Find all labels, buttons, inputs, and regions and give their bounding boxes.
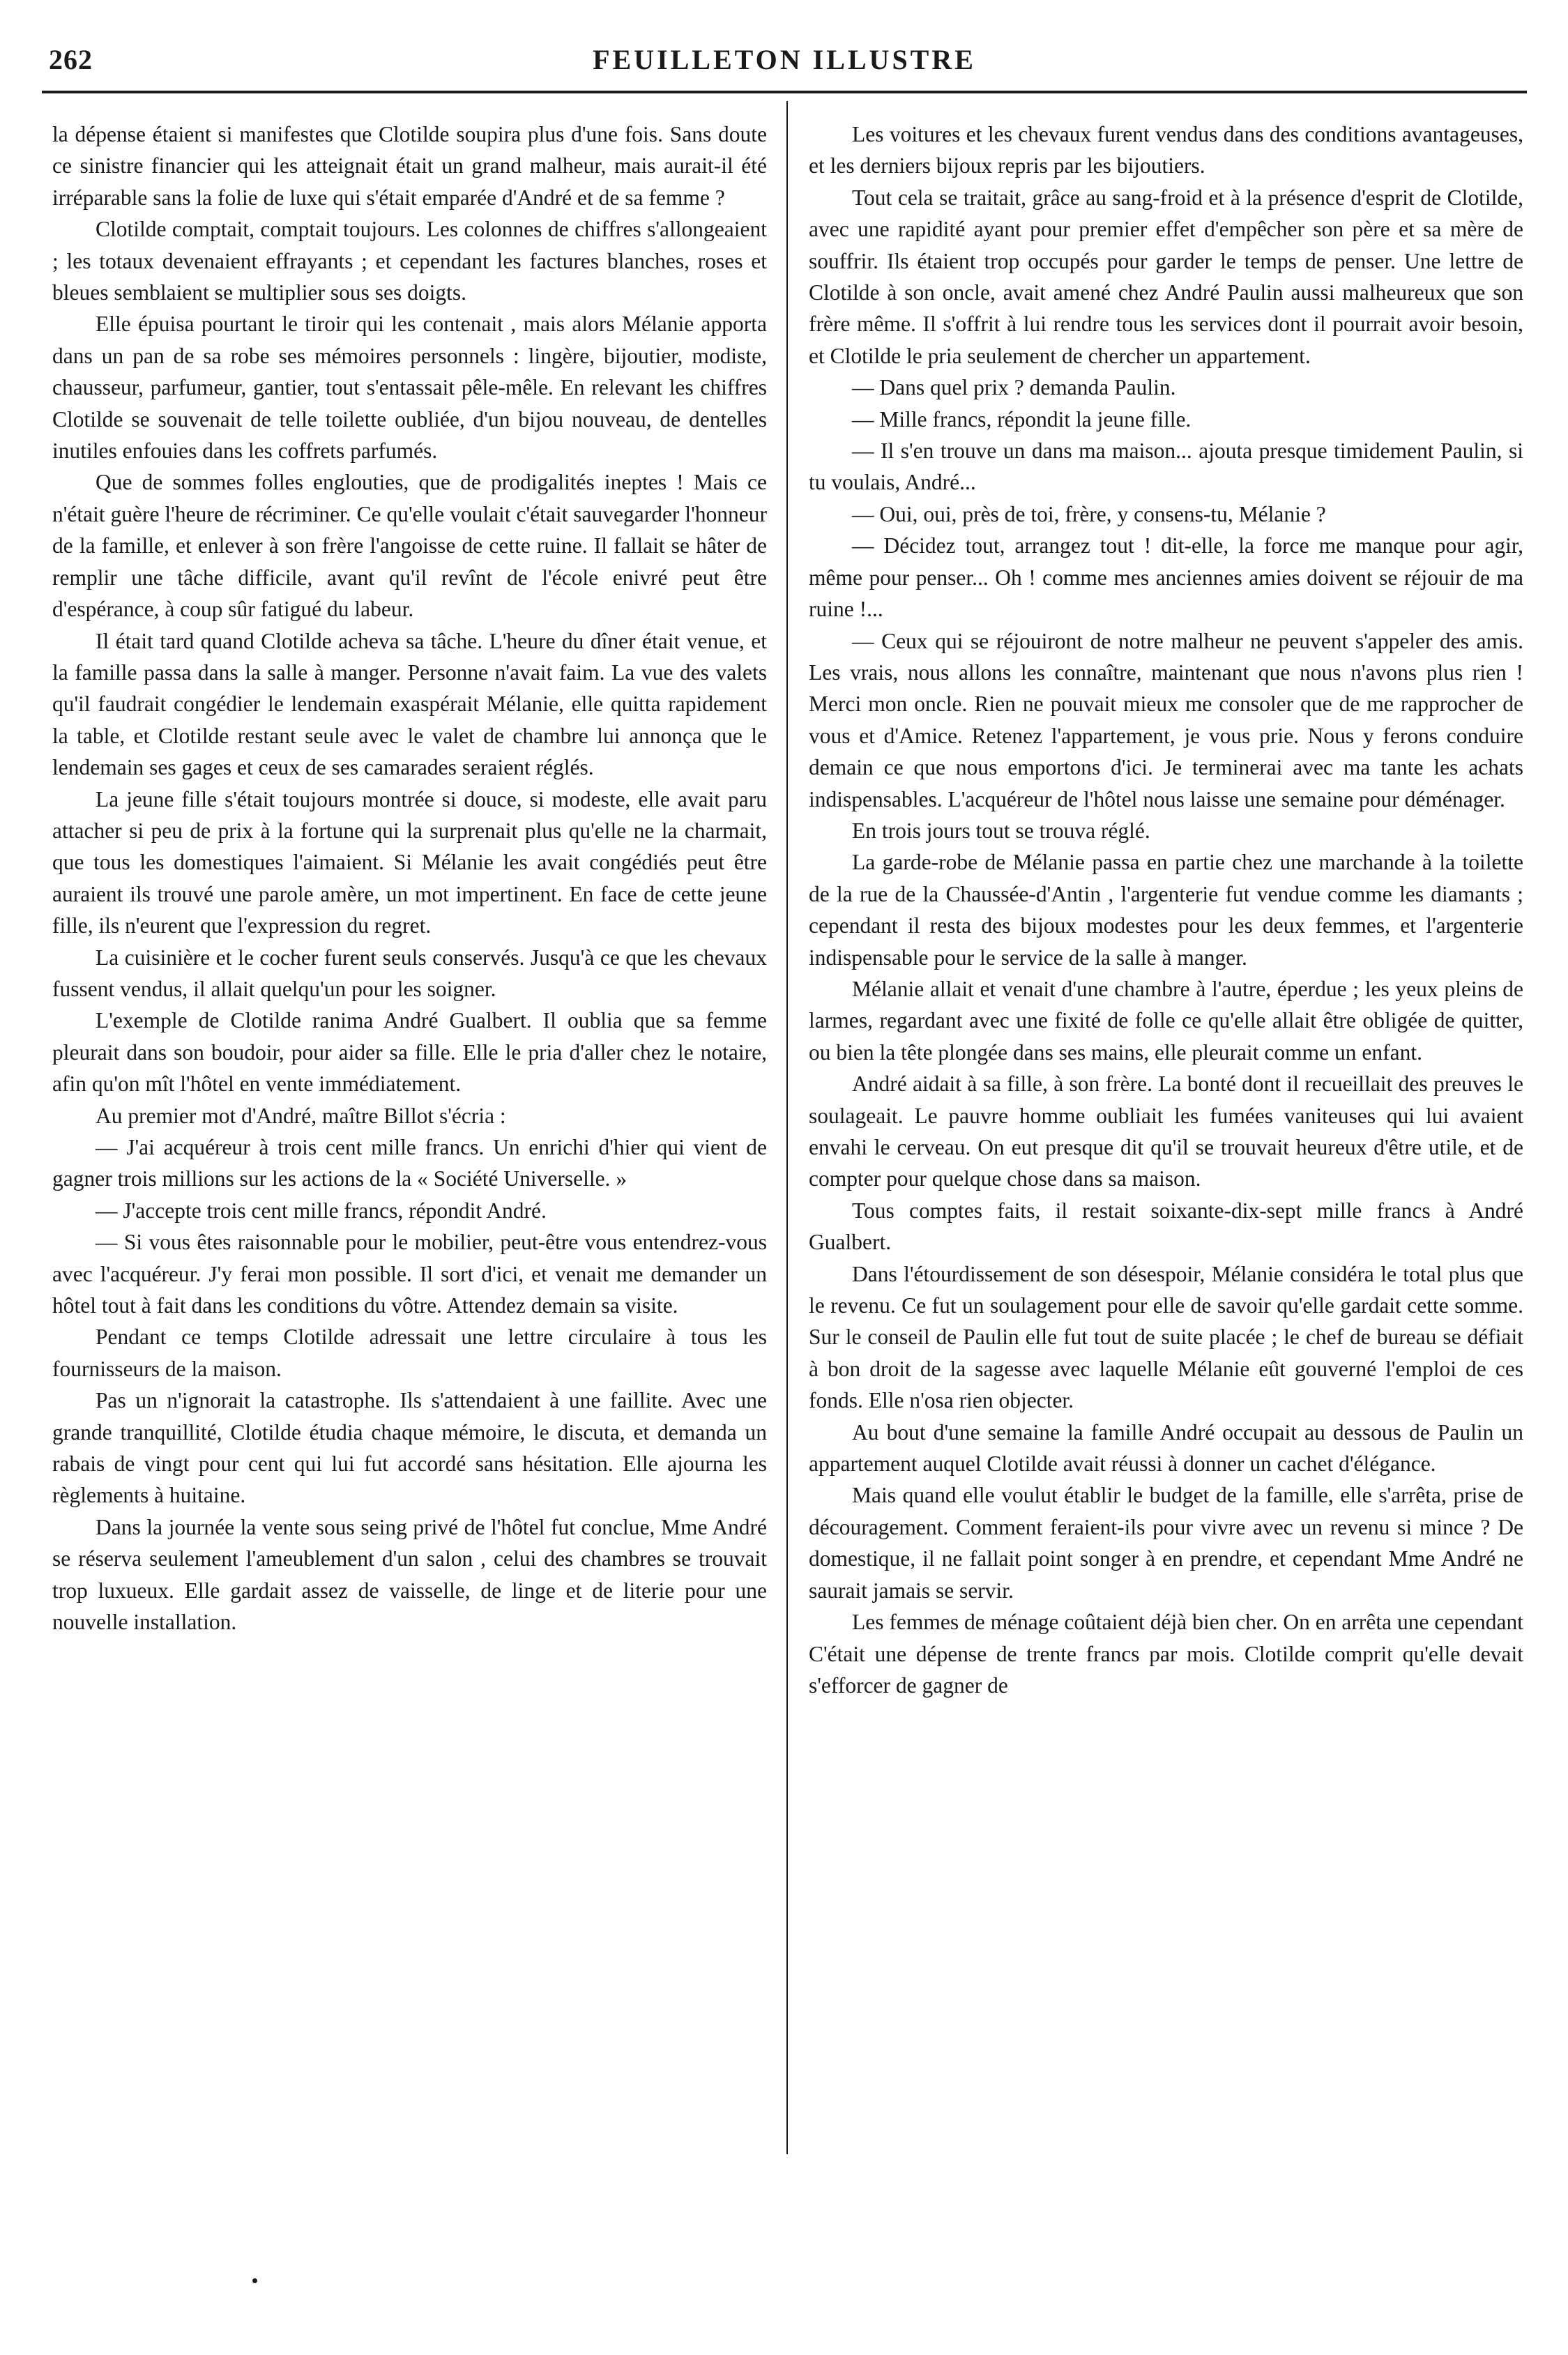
paragraph: — Il s'en trouve un dans ma maison... ajouta presque timidement Paulin, si tu voulais, André... <box>809 439 1523 495</box>
paragraph: — Si vous êtes raisonnable pour le mobilier, peut-être vous entendrez-vous avec l'acquéreur. J'y ferai mon possible. Il sort d'ici, et venait me demander un hôtel tout à fait dans les conditions du vôtre. Attendez demain sa visite. <box>52 1230 767 1318</box>
page-header <box>42 33 1527 82</box>
page-number: 262 <box>49 44 93 75</box>
column-divider <box>786 101 788 2154</box>
paragraph: Mélanie allait et venait d'une chambre à l'autre, éperdue ; les yeux pleins de larmes, regardant avec une fixité de folle ce qu'elle allait être obligée de quitter, ou bien la tête plongée dans ses mains, elle pleurait comme un enfant. <box>809 976 1523 1065</box>
paragraph: Dans l'étourdissement de son désespoir, Mélanie considéra le total plus que le revenu. Ce fut un soulagement pour elle de savoir qu'elle gardait cette somme. Sur le conseil de Paulin elle fut tout de suite placée ; le chef de bureau se défiait à bon droit de la sagesse avec laquelle Mélanie eût gouverné l'emploi de ces fonds. Elle n'osa rien objecter. <box>809 1261 1523 1413</box>
ink-dot <box>252 2278 257 2283</box>
paragraph: Mais quand elle voulut établir le budget de la famille, elle s'arrêta, prise de découragement. Comment feraient-ils pour vivre avec un revenu si mince ? De domestique, il ne fallait point songer à en prendre, et cependant Mme André ne saurait jamais se servir. <box>809 1483 1523 1603</box>
paragraph: la dépense étaient si manifestes que Clotilde soupira plus d'une fois. Sans doute ce sinistre financier qui les atteignait était un grand malheur, mais aurait-il été irréparable sans la folie de luxe qui s'était emparée d'André et de sa femme ? <box>52 122 767 210</box>
paragraph: Au premier mot d'André, maître Billot s'écria : <box>96 1103 506 1128</box>
paragraph: Les femmes de ménage coûtaient déjà bien cher. On en arrêta une cependant C'était une dépense de trente francs par mois. Clotilde comprit qu'elle devait s'efforcer de gagner de <box>809 1610 1523 1698</box>
paragraph: Clotilde comptait, comptait toujours. Les colonnes de chiffres s'allongeaient ; les totaux devenaient effrayants ; et cependant les factures blanches, roses et bleues semblaient se multiplier sous ses doigts. <box>52 217 767 305</box>
paragraph: — J'ai acquéreur à trois cent mille francs. Un enrichi d'hier qui vient de gagner trois millions sur les actions de la « Société Universelle. » <box>52 1135 767 1191</box>
paragraph: André aidait à sa fille, à son frère. La bonté dont il recueillait des preuves le soulageait. Le pauvre homme oubliait les fumées vaniteuses qui lui avaient envahi le cerveau. On eut presque dit qu'il se trouvait heureux d'être utile, et de compter pour quelque chose dans sa maison. <box>809 1072 1523 1191</box>
paragraph: Dans la journée la vente sous seing privé de l'hôtel fut conclue, Mme André se réserva seulement l'ameublement d'un salon , celui des chambres se trouvait trop luxueux. Elle gardait assez de vaisselle, de linge et de literie pour une nouvelle installation. <box>52 1514 767 1635</box>
paragraph: — Ceux qui se réjouiront de notre malheur ne peuvent s'appeler des amis. Les vrais, nous allons les connaître, maintenant que nous n'avons plus rien ! Merci mon oncle. Rien ne pouvait mieux me consoler que de me rapprocher de vous et d'Amice. Retenez l'appartement, je vous prie. Nous y ferons conduire demain ce que nous emportons d'ici. Je terminerai avec ma tante les achats indispensables. L'acquéreur de l'hôtel nous laisse une semaine pour déménager. <box>809 628 1523 811</box>
paragraph: Pas un n'ignorait la catastrophe. Ils s'attendaient à une faillite. Avec une grande tranquillité, Clotilde étudia chaque mémoire, le discuta, et demanda un rabais de vingt pour cent qui lui fut accordé sans hésitation. Elle ajourna les règlements à huitaine. <box>52 1388 767 1508</box>
left-column <box>52 119 767 1638</box>
paragraph: — Décidez tout, arrangez tout ! dit-elle, la force me manque pour agir, même pour penser... Oh ! comme mes anciennes amies doivent se réjouir de ma ruine !... <box>809 533 1523 622</box>
paragraph: Il était tard quand Clotilde acheva sa tâche. L'heure du dîner était venue, et la famille passa dans la salle à manger. Personne n'avait faim. La vue des valets qu'il faudrait congédier le lendemain exaspérait Mélanie, elle quitta rapidement la table, et Clotilde restant seule avec le valet de chambre lui annonça que le lendemain ses gages et ceux de ses camarades seraient réglés. <box>52 628 767 780</box>
paragraph: Tout cela se traitait, grâce au sang-froid et à la présence d'esprit de Clotilde, avec une rapidité ayant pour premier effet d'empêcher son père et sa mère de souffrir. Ils étaient trop occupés pour garder le temps de penser. Une lettre de Clotilde à son oncle, avait amené chez André Paulin aussi malheureux que son frère même. Il s'offrit à lui rendre tous les services dont il pourrait avoir besoin, et Clotilde le pria seulement de chercher un appartement. <box>809 185 1523 368</box>
paragraph: — Dans quel prix ? demanda Paulin. <box>852 375 1176 400</box>
paragraph: La cuisinière et le cocher furent seuls conservés. Jusqu'à ce que les chevaux fussent vendus, il allait quelqu'un pour les soigner. <box>52 945 767 1001</box>
paragraph: Au bout d'une semaine la famille André occupait au dessous de Paulin un appartement auquel Clotilde avait réussi à donner un cachet d'élégance. <box>809 1419 1523 1477</box>
paragraph: Elle épuisa pourtant le tiroir qui les contenait , mais alors Mélanie apporta dans un pan de sa robe ses mémoires personnels : lingère, bijoutier, modiste, chausseur, parfumeur, gantier, tout s'entassait pêle-mêle. En relevant les chiffres Clotilde se souvenait de telle toilette oubliée, d'un bijou nouveau, de dentelles inutiles enfouies dans les coffrets parfumés. <box>52 312 767 464</box>
right-column <box>809 119 1523 1701</box>
paragraph: La garde-robe de Mélanie passa en partie chez une marchande à la toilette de la rue de la Chaussée-d'Antin , l'argenterie fut vendue comme les diamants ; cependant il resta des bijoux modestes pour les deux femmes, et l'argenterie indispensable pour le service de la salle à manger. <box>809 850 1523 970</box>
paragraph: La jeune fille s'était toujours montrée si douce, si modeste, elle avait paru attacher si peu de prix à la fortune qui la surprenait plus qu'elle ne la charmait, que tous les domestiques l'aimaient. Si Mélanie les avait congédiés peut être auraient ils trouvé une parole amère, un mot impertinent. En face de cette jeune fille, ils n'eurent que l'expression du regret. <box>52 786 767 938</box>
paragraph: — Oui, oui, près de toi, frère, y consens-tu, Mélanie ? <box>852 501 1326 526</box>
paragraph: Les voitures et les chevaux furent vendus dans des conditions avantageuses, et les derniers bijoux repris par les bijoutiers. <box>809 122 1523 178</box>
paragraph: — Mille francs, répondit la jeune fille. <box>852 406 1192 432</box>
paragraph: Pendant ce temps Clotilde adressait une lettre circulaire à tous les fournisseurs de la maison. <box>52 1325 767 1381</box>
paragraph: Tous comptes faits, il restait soixante-dix-sept mille francs à André Gualbert. <box>809 1198 1523 1255</box>
paragraph: — J'accepte trois cent mille francs, répondit André. <box>96 1198 547 1223</box>
header-rule <box>42 91 1527 93</box>
paragraph: Que de sommes folles englouties, que de prodigalités ineptes ! Mais ce n'était guère l'heure de récriminer. Ce qu'elle voulait c'était sauvegarder l'honneur de la famille, et enlever à son frère l'angoisse de cette ruine. Il fallait se hâter de remplir une tâche difficile, avant qu'il revînt de l'école enivré peut être d'espérance, à coup sûr fatigué du labeur. <box>52 470 767 622</box>
running-title: FEUILLETON ILLUSTRE <box>593 44 976 75</box>
paragraph: En trois jours tout se trouva réglé. <box>852 818 1150 843</box>
paragraph: L'exemple de Clotilde ranima André Gualbert. Il oublia que sa femme pleurait dans son boudoir, pour aider sa fille. Elle le pria d'aller chez le notaire, afin qu'on mît l'hôtel en vente immédiatement. <box>52 1008 767 1097</box>
